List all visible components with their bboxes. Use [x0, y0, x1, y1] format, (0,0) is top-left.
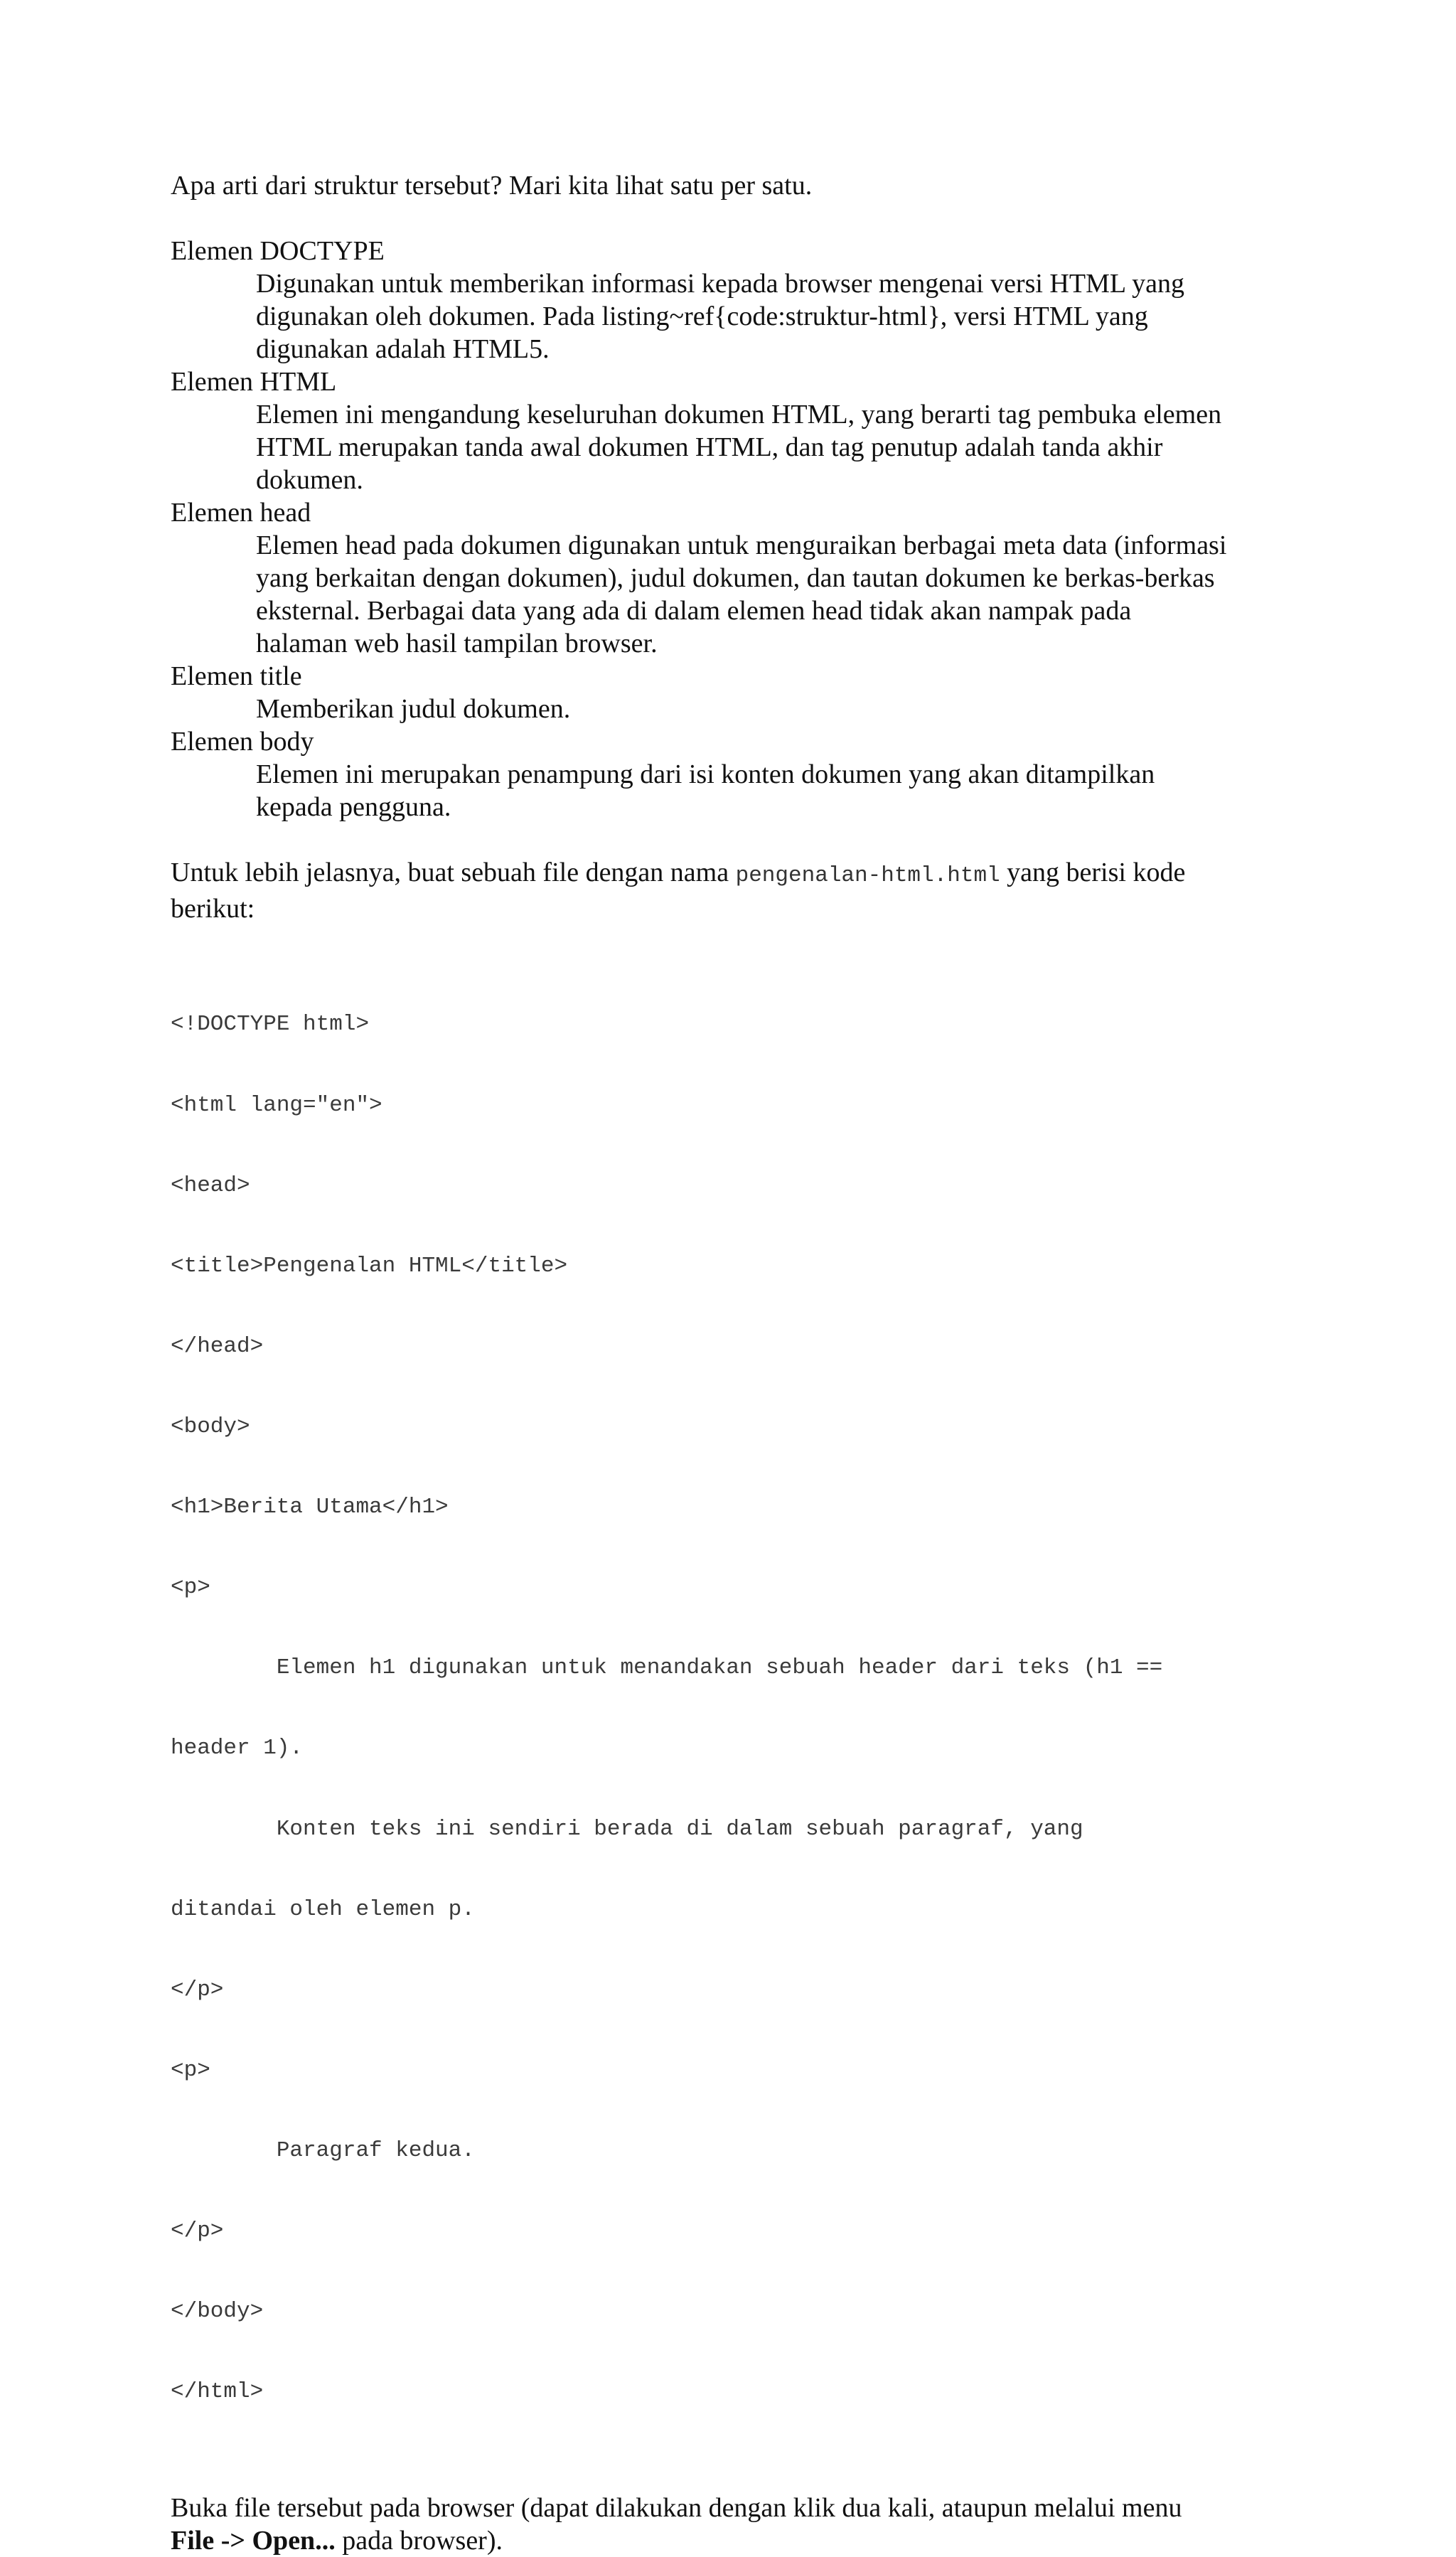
- closing-text: pada browser).: [335, 2526, 503, 2556]
- definition-term: Elemen body: [171, 727, 314, 757]
- definition-term: Elemen title: [171, 661, 302, 691]
- code-line: Elemen h1 digunakan untuk menandakan sebuah header dari teks (h1 ==: [171, 1655, 1163, 1681]
- file-instruction-text: yang berisi kode: [1000, 858, 1186, 887]
- definition-description: [256, 267, 1308, 365]
- code-line: ditandai oleh elemen p.: [171, 1896, 475, 1922]
- definition-description: [256, 398, 1308, 496]
- definition-term: Elemen DOCTYPE: [171, 236, 385, 266]
- code-line: <title>Pengenalan HTML</title>: [171, 1253, 568, 1278]
- file-instruction-line: berikut:: [171, 894, 255, 924]
- description-line: Elemen head pada dokumen digunakan untuk menguraikan berbagai meta data (informasi: [256, 530, 1227, 560]
- filename-code: pengenalan-html.html: [735, 863, 1000, 888]
- code-line: header 1).: [171, 1736, 304, 1761]
- code-line: <body>: [171, 1414, 250, 1439]
- description-line: eksternal. Berbagai data yang ada di dalam elemen head tidak akan nampak pada: [256, 596, 1132, 626]
- description-line: Elemen ini mengandung keseluruhan dokumen HTML, yang berarti tag pembuka elemen: [256, 400, 1222, 429]
- definition-description: [256, 693, 1308, 725]
- code-listing: [171, 958, 1308, 2459]
- code-line: </p>: [171, 1977, 224, 2002]
- closing-paragraph: [171, 2492, 1308, 2557]
- definition-list: [171, 235, 1308, 823]
- description-line: HTML merupakan tanda awal dokumen HTML, dan tag penutup adalah tanda akhir: [256, 432, 1163, 462]
- menu-path-text: File -> Open...: [171, 2526, 336, 2556]
- definition-description: [256, 529, 1308, 660]
- code-line: <!DOCTYPE html>: [171, 1012, 370, 1037]
- file-instruction-paragraph: [171, 856, 1308, 925]
- description-line: dokumen.: [256, 465, 363, 495]
- intro-paragraph: Apa arti dari struktur tersebut? Mari kita lihat satu per satu.: [171, 171, 813, 201]
- file-instruction-line: [171, 856, 1308, 892]
- description-line: digunakan oleh dokumen. Pada listing~ref{code:struktur-html}, versi HTML yang: [256, 301, 1148, 331]
- closing-line: Buka file tersebut pada browser (dapat dilakukan dengan klik dua kali, ataupun melalui menu: [171, 2493, 1182, 2524]
- description-line: halaman web hasil tampilan browser.: [256, 629, 658, 658]
- closing-line: [171, 2524, 1308, 2557]
- code-line: <h1>Berita Utama</h1>: [171, 1495, 449, 1520]
- description-line: yang berkaitan dengan dokumen), judul dokumen, dan tautan dokumen ke berkas-berkas: [256, 563, 1215, 593]
- code-line: </body>: [171, 2299, 264, 2324]
- definition-description: [256, 758, 1308, 823]
- code-line: </head>: [171, 1333, 264, 1359]
- file-instruction-text: Untuk lebih jelasnya, buat sebuah file dengan nama: [171, 858, 736, 887]
- description-line: Elemen ini merupakan penampung dari isi konten dokumen yang akan ditampilkan: [256, 759, 1155, 789]
- description-line: Memberikan judul dokumen.: [256, 694, 571, 724]
- code-line: </html>: [171, 2379, 264, 2405]
- definition-term: Elemen head: [171, 498, 311, 528]
- code-line: <html lang="en">: [171, 1092, 382, 1118]
- document-page: [171, 169, 1308, 2557]
- code-line: Paragraf kedua.: [171, 2137, 475, 2163]
- description-line: Digunakan untuk memberikan informasi kepada browser mengenai versi HTML yang: [256, 269, 1185, 299]
- code-line: </p>: [171, 2219, 224, 2244]
- code-line: <p>: [171, 1575, 210, 1601]
- description-line: digunakan adalah HTML5.: [256, 334, 550, 364]
- code-line: <p>: [171, 2057, 210, 2083]
- definition-term: Elemen HTML: [171, 367, 337, 397]
- code-line: <head>: [171, 1173, 250, 1198]
- code-line: Konten teks ini sendiri berada di dalam sebuah paragraf, yang: [171, 1816, 1083, 1842]
- description-line: kepada pengguna.: [256, 792, 451, 822]
